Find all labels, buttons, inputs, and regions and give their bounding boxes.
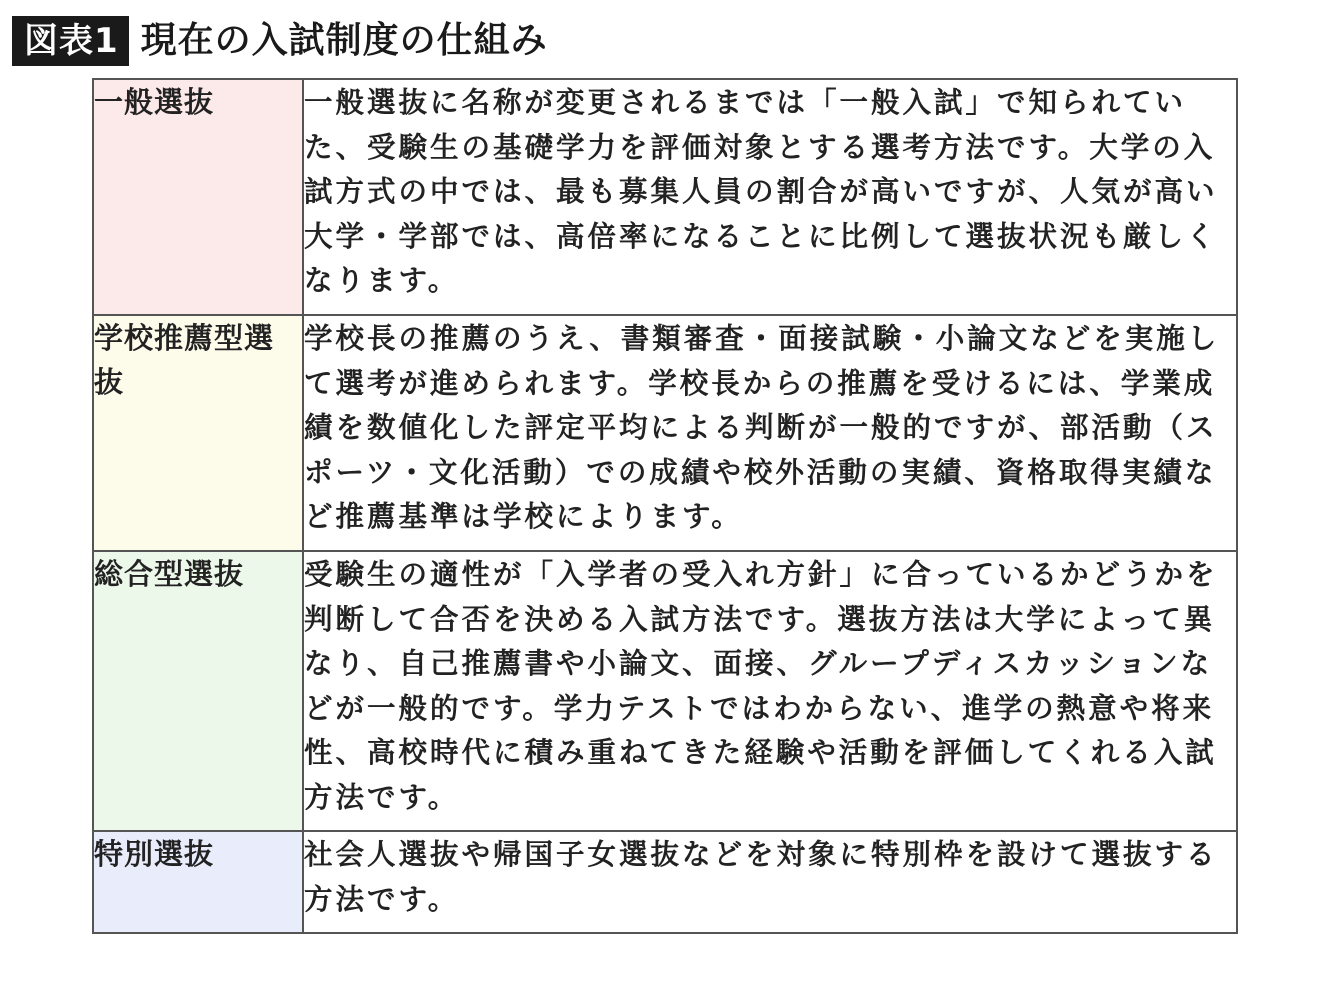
- category-cell: 学校推薦型選抜: [93, 315, 303, 551]
- description-cell: 受験生の適性が「入学者の受入れ方針」に合っているかどうかを判断して合否を決める入試方法です。選抜方法は大学によって異なり、自己推薦書や小論文、面接、グループディスカッションなどが一般的です。学力テストではわからない、進学の熱意や将来性、高校時代に積み重ねてきた経験や活動を評価してくれる入試方法です。: [303, 551, 1237, 831]
- figure-header: [12, 14, 548, 68]
- table-row-special: [93, 831, 1237, 933]
- table-row-comprehensive: [93, 551, 1237, 831]
- category-cell: 特別選抜: [93, 831, 303, 933]
- description-cell: 学校長の推薦のうえ、書類審査・面接試験・小論文などを実施して選考が進められます。学校長からの推薦を受けるには、学業成績を数値化した評定平均による判断が一般的ですが、部活動（スポーツ・文化活動）での成績や校外活動の実績、資格取得実績など推薦基準は学校によります。: [303, 315, 1237, 551]
- table-row-school-recommendation: [93, 315, 1237, 551]
- figure-label-badge: 図表1: [12, 16, 129, 66]
- category-cell: 総合型選抜: [93, 551, 303, 831]
- admissions-table: [92, 78, 1238, 934]
- table-row-general: [93, 79, 1237, 315]
- description-cell: 一般選抜に名称が変更されるまでは「一般入試」で知られていた、受験生の基礎学力を評価対象とする選考方法です。大学の入試方式の中では、最も募集人員の割合が高いですが、人気が高い大学・学部では、高倍率になることに比例して選抜状況も厳しくなります。: [303, 79, 1237, 315]
- category-cell: 一般選抜: [93, 79, 303, 315]
- description-cell: 社会人選抜や帰国子女選抜などを対象に特別枠を設けて選抜する方法です。: [303, 831, 1237, 933]
- figure-title: 現在の入試制度の仕組み: [140, 20, 548, 61]
